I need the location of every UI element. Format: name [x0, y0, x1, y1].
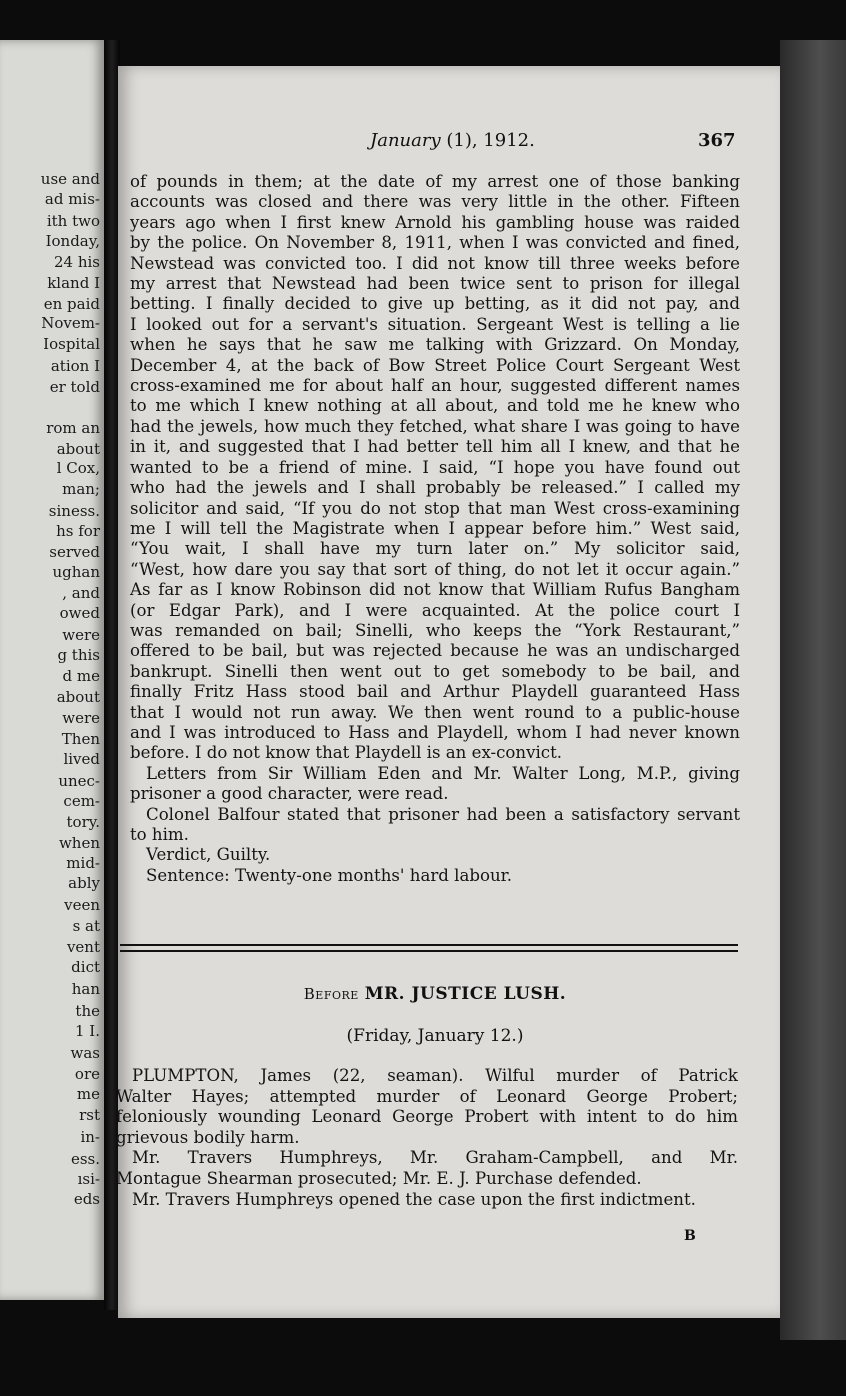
text-line: and I was introduced to Hass and Playdell, whom I had never known: [130, 722, 740, 742]
left-page-line: er told: [49, 378, 100, 396]
left-page-line: ation I: [50, 357, 100, 375]
left-page-line: was: [70, 1044, 100, 1062]
case-text: [116, 1066, 738, 1210]
verdict-line: Verdict, Guilty.: [146, 845, 271, 865]
text-line: Walter Hayes; attempted murder of Leonard George Probert;: [116, 1086, 738, 1106]
text-line: of pounds in them; at the date of my arrest one of those banking: [130, 172, 740, 191]
session-date: (Friday, January 12.): [346, 1026, 524, 1046]
text-line: to him.: [130, 825, 189, 844]
text-line: prisoner a good character, were read.: [130, 784, 449, 804]
text-line: bankrupt. Sinelli then went out to get somebody to be bail, and: [130, 661, 740, 681]
text-line: “West, how dare you say that sort of thing, do not let it occur again.”: [130, 559, 740, 579]
left-page-line: me: [76, 1085, 100, 1103]
running-head-date: (1), 1912.: [440, 130, 535, 151]
left-page-line: when: [58, 834, 100, 852]
text-line: finally Fritz Hass stood bail and Arthur Playdell guaranteed Hass: [130, 682, 740, 702]
left-page-line: 24 his: [53, 253, 100, 271]
left-page-line: in-: [80, 1128, 100, 1146]
text-line: As far as I know Robinson did not know that William Rufus Bangham: [130, 580, 740, 600]
text-line: solicitor and said, “If you do not stop that man West cross-examining: [130, 498, 740, 518]
before-label: Before: [303, 985, 359, 1003]
section-rule-bottom: [120, 950, 738, 952]
left-page-line: rst: [79, 1106, 100, 1124]
left-page-line: siness.: [48, 502, 100, 520]
left-page-line: Then: [61, 730, 100, 748]
text-line: “You wait, I shall have my turn later on.” My solicitor said,: [130, 539, 740, 559]
text-line: cross-examined me for about half an hour, suggested different names: [130, 376, 740, 396]
text-line: in it, and suggested that I had better tell him all I knew, and that he: [130, 437, 740, 457]
left-page-line: ore: [74, 1065, 100, 1083]
text-line: Montague Shearman prosecuted; Mr. E. J. Purchase defended.: [116, 1168, 642, 1188]
text-line: Newstead was convicted too. I did not know till three weeks before: [130, 253, 740, 273]
text-line: accounts was closed and there was very little in the other. Fifteen: [130, 192, 740, 212]
left-page-line: g this: [57, 646, 100, 664]
left-page-line: en paid: [43, 295, 100, 313]
testimony-text: [130, 172, 740, 886]
text-line: December 4, at the back of Bow Street Police Court Sergeant West: [130, 355, 740, 375]
sentence-line: Sentence: Twenty-one months' hard labour.: [146, 865, 513, 885]
testimony-paragraph: [130, 172, 740, 764]
left-page-line: ith two: [46, 212, 100, 230]
text-line: before. I do not know that Playdell is an ex-convict.: [130, 743, 563, 763]
left-page-line: Novem-: [41, 314, 100, 332]
left-page-line: vent: [66, 938, 100, 956]
text-line: me I will tell the Magistrate when I appear before him.” West said,: [130, 518, 740, 538]
left-page-line: use and: [40, 170, 100, 188]
running-head-month: January: [370, 130, 441, 151]
page-number: 367: [698, 130, 736, 151]
text-line: PLUMPTON, James (22, seaman). Wilful murder of Patrick: [132, 1066, 738, 1085]
text-line: Mr. Travers Humphreys, Mr. Graham-Campbell, and Mr.: [132, 1148, 738, 1168]
left-page-line: ısi-: [77, 1170, 100, 1188]
left-page-fragment: [0, 40, 104, 1300]
left-page-line: ess.: [70, 1150, 100, 1168]
left-page-line: tory.: [66, 813, 100, 831]
left-page-line: about: [56, 440, 100, 458]
text-line: to me which I knew nothing at all about, and told me he knew who: [130, 396, 740, 416]
left-page-line: s at: [72, 917, 100, 935]
counsel-paragraph: [116, 1148, 738, 1189]
text-line: Letters from Sir William Eden and Mr. Walter Long, M.P., giving: [146, 763, 740, 783]
case-paragraph: [116, 1066, 738, 1148]
text-line: Colonel Balfour stated that prisoner had been a satisfactory servant: [146, 804, 740, 824]
text-line: grievous bodily harm.: [116, 1127, 300, 1147]
left-page-line: 1 I.: [74, 1022, 100, 1040]
left-page-line: rom an: [46, 419, 100, 437]
left-page-line: unec-: [58, 772, 100, 790]
letters-paragraph: [130, 764, 740, 805]
left-page-line: served: [49, 543, 100, 561]
left-page-line: were: [62, 709, 100, 727]
justice-name: MR. JUSTICE LUSH.: [364, 984, 567, 1004]
signature-mark: B: [684, 1228, 696, 1244]
left-page-line: man;: [62, 480, 100, 498]
left-page-line: hs for: [56, 522, 100, 540]
left-page-line: veen: [64, 896, 100, 914]
left-page-line: about: [56, 688, 100, 706]
left-page-line: Iospital: [43, 335, 100, 353]
text-line: by the police. On November 8, 1911, when I was convicted and fined,: [130, 233, 740, 253]
left-page-line: owed: [59, 604, 100, 622]
text-line: my arrest that Newstead had been twice sent to prison for illegal: [130, 274, 740, 294]
left-page-line: dict: [71, 958, 100, 976]
text-line: was remanded on bail; Sinelli, who keeps the “York Restaurant,”: [130, 620, 740, 640]
text-line: (or Edgar Park), and I were acquainted. At the police court I: [130, 600, 740, 620]
left-page-line: ughan: [52, 563, 100, 581]
text-line: betting. I finally decided to give up betting, as it did not pay, and: [130, 294, 740, 314]
left-page-line: mid-: [66, 854, 100, 872]
left-page-line: Ionday,: [45, 232, 100, 250]
left-page-line: kland I: [47, 274, 100, 292]
text-line: years ago when I first knew Arnold his gambling house was raided: [130, 212, 740, 232]
text-line: when he says that he saw me talking with Grizzard. On Monday,: [130, 335, 740, 355]
text-line: wanted to be a friend of mine. I said, “I hope you have found out: [130, 457, 740, 477]
text-line: had the jewels, how much they fetched, what share I was going to have: [130, 416, 740, 436]
text-line: offered to be bail, but was rejected because he was an undischarged: [130, 641, 740, 661]
left-page-line: eds: [73, 1190, 100, 1208]
text-line: I looked out for a servant's situation. Sergeant West is telling a lie: [130, 314, 740, 334]
left-page-line: were: [62, 626, 100, 644]
left-page-line: l Cox,: [56, 459, 100, 477]
left-page-line: d me: [62, 667, 100, 685]
text-line: that I would not run away. We then went round to a public-house: [130, 702, 740, 722]
text-line: feloniously wounding Leonard George Probert with intent to do him: [116, 1107, 738, 1127]
left-page-line: han: [71, 980, 100, 998]
running-head: [370, 130, 535, 151]
left-page-line: the: [75, 1002, 100, 1020]
left-page-line: ably: [68, 874, 100, 892]
section-rule-top: [120, 944, 738, 946]
text-line: who had the jewels and I shall probably be released.” I called my: [130, 478, 740, 498]
left-page-line: , and: [62, 584, 100, 602]
page-edge: [780, 40, 846, 1340]
left-page-line: ad mis-: [44, 190, 100, 208]
left-page-line: cem-: [63, 792, 100, 810]
left-page-line: lived: [63, 750, 100, 768]
section-heading: [130, 984, 740, 1004]
opening-line: Mr. Travers Humphreys opened the case upon the first indictment.: [132, 1189, 696, 1209]
balfour-paragraph: [130, 805, 740, 846]
